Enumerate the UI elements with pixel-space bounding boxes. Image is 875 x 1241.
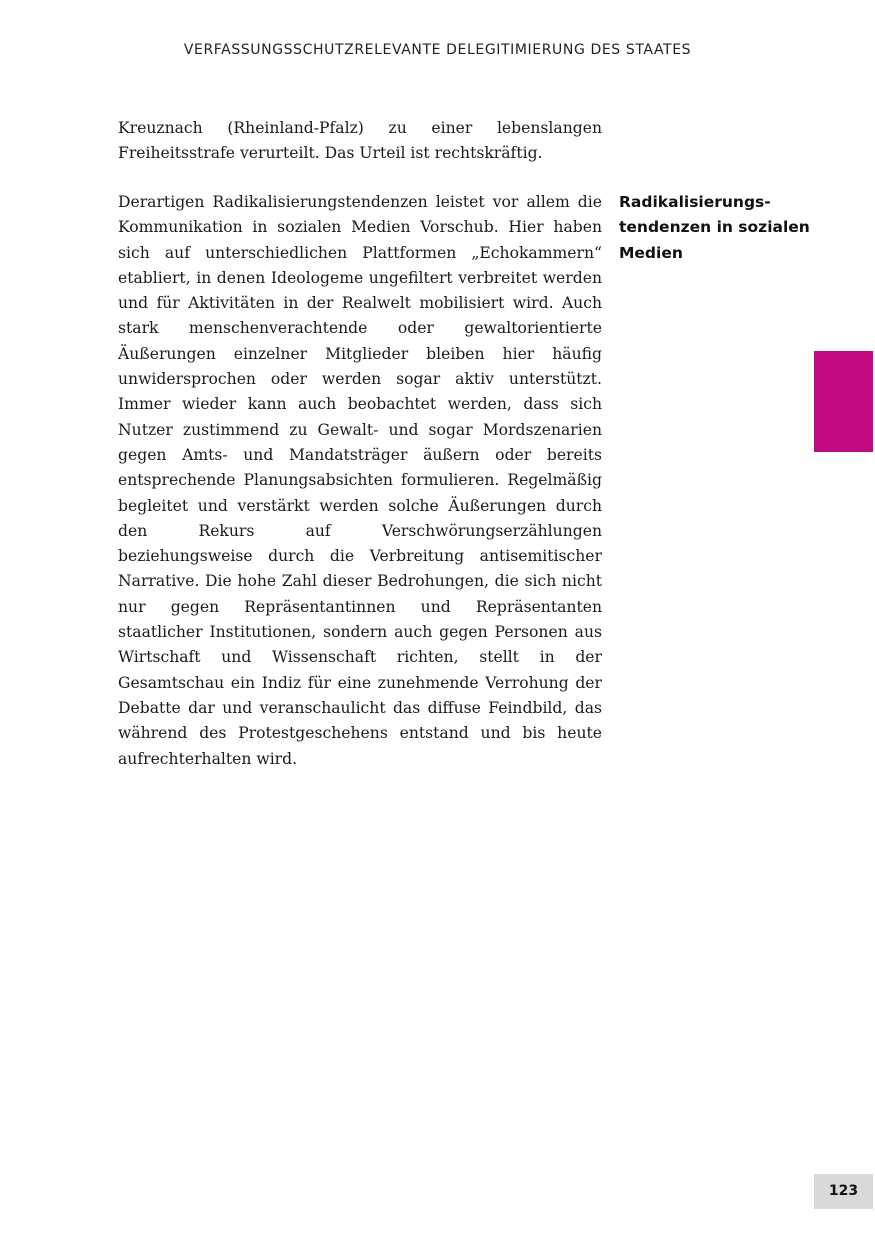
chapter-tab-marker (814, 351, 873, 452)
page-number: 123 (814, 1174, 873, 1209)
marginal-heading: Radikalisierungs- tendenzen in sozialen Medien (619, 193, 810, 262)
running-header: VERFASSUNGSSCHUTZRELEVANTE DELEGITIMIERUNG DES STAATES (183, 42, 692, 58)
body-paragraph-continuation: Kreuznach (Rheinland-Pfalz) zu einer lebenslangen Freiheitsstrafe verurteilt. Das Urteil ist rechtskräftig. (118, 119, 602, 163)
body-paragraph-radicalization: Derartigen Radikalisierungstendenzen leistet vor allem die Kommunikation in sozialen Medien Vorschub. Hier haben sich auf unterschiedlichen Plattformen „Echokammern“ etabliert, in denen Ideologeme ungefiltert verbreitet werden und für Aktivitäten in der Realwelt mobilisiert wird. Auch stark menschenverachtende oder gewaltorientierte Äußerungen einzelner Mitglieder bleiben hier häufig unwidersprochen oder werden sogar aktiv unterstützt. Immer wieder kann auch beobachtet werden, dass sich Nutzer zustimmend zu Gewalt- und sogar Mordszenarien gegen Amts- und Mandatsträger äußern oder bereits entsprechende Planungsabsichten formulieren. Regelmäßig begleitet und verstärkt werden solche Äußerungen durch den Rekurs auf Verschwörungserzählungen beziehungsweise durch die Verbreitung antisemitischer Narrative. Die hohe Zahl dieser Bedrohungen, die sich nicht nur gegen Repräsentantinnen und Repräsentanten staatlicher Institutionen, sondern auch gegen Personen aus Wirtschaft und Wissenschaft richten, stellt in der Gesamtschau ein Indiz für eine zunehmende Verrohung der Debatte dar und veranschaulicht das diffuse Feindbild, das während des Protestgeschehens entstand und bis heute aufrechterhalten wird. (118, 193, 602, 768)
